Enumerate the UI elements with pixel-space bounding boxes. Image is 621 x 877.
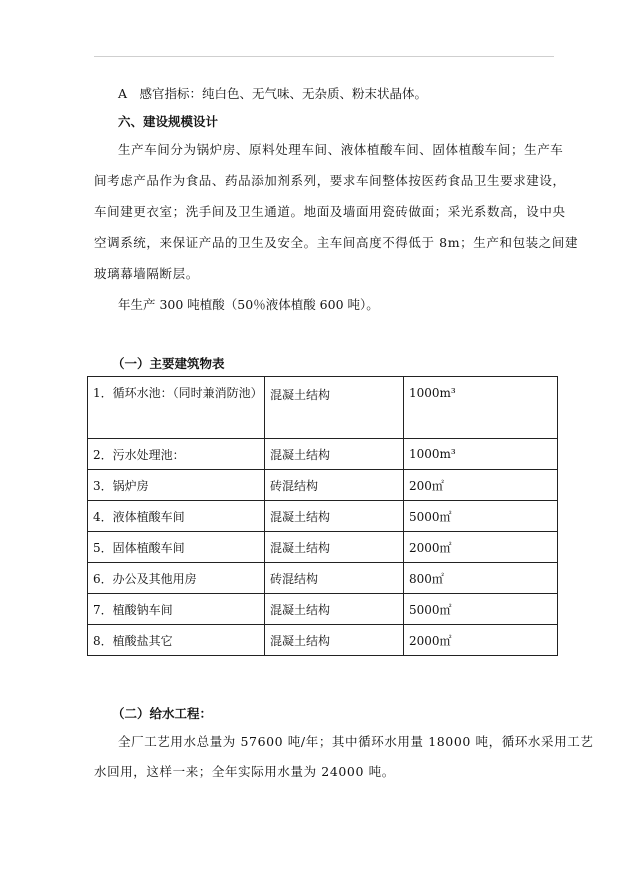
structure-cell: 混凝土结构 [265, 501, 404, 532]
building-name-cell: 7．植酸钠车间 [88, 594, 265, 625]
area-cell: 200㎡ [404, 470, 558, 501]
section-title-construction-scale: 六、建设规模设计 [118, 114, 219, 129]
building-name-cell: 2．污水处理池： [88, 439, 265, 470]
paragraph-line: 车间建更衣室；洗手间及卫生通道。地面及墙面用瓷砖做面；采光系数高，设中央 [94, 204, 566, 219]
paragraph-line: 玻璃幕墙隔断层。 [94, 266, 199, 281]
building-name-cell: 1．循环水池：（同时兼消防池） [88, 377, 265, 439]
table-title: （一）主要建筑物表 [112, 356, 225, 371]
sensory-index-line: A 感官指标：纯白色、无气味、无杂质、粉末状晶体。 [118, 86, 428, 101]
table-row [88, 439, 558, 470]
area-cell: 2000㎡ [404, 532, 558, 563]
structure-cell: 砖混结构 [265, 563, 404, 594]
paragraph-line: 水回用，这样一来；全年实际用水量为 24000 吨。 [94, 764, 395, 779]
table-row [88, 532, 558, 563]
table-row [88, 501, 558, 532]
area-cell: 2000㎡ [404, 625, 558, 656]
paragraph-line: 空调系统，来保证产品的卫生及安全。主车间高度不得低于 8m；生产和包装之间建 [94, 235, 579, 250]
building-name-cell: 8．植酸盐其它 [88, 625, 265, 656]
paragraph-line: 间考虑产品作为食品、药品添加剂系列，要求车间整体按医药食品卫生要求建设， [94, 173, 566, 188]
structure-cell: 混凝土结构 [265, 532, 404, 563]
table-row [88, 625, 558, 656]
building-name-cell: 6．办公及其他用房 [88, 563, 265, 594]
area-cell: 1000m³ [404, 377, 558, 439]
header-rule [94, 56, 554, 57]
building-name-cell: 5．固体植酸车间 [88, 532, 265, 563]
structure-cell: 砖混结构 [265, 470, 404, 501]
table-row [88, 563, 558, 594]
table-row [88, 377, 558, 439]
paragraph-line: 生产车间分为锅炉房、原料处理车间、液体植酸车间、固体植酸车间；生产车 [118, 142, 564, 157]
section-title-water-supply: （二）给水工程： [112, 706, 213, 721]
structure-cell: 混凝土结构 [265, 439, 404, 470]
structure-cell: 混凝土结构 [265, 625, 404, 656]
area-cell: 800㎡ [404, 563, 558, 594]
paragraph-line: 全厂工艺用水总量为 57600 吨/年；其中循环水用量 18000 吨，循环水采用工艺 [118, 734, 594, 749]
structure-cell: 混凝土结构 [265, 594, 404, 625]
building-name-cell: 3．锅炉房 [88, 470, 265, 501]
structure-cell: 混凝土结构 [265, 377, 404, 439]
table-row [88, 594, 558, 625]
area-cell: 5000㎡ [404, 501, 558, 532]
area-cell: 1000m³ [404, 439, 558, 470]
annual-production-line: 年生产 300 吨植酸（50％液体植酸 600 吨）。 [118, 297, 379, 312]
area-cell: 5000㎡ [404, 594, 558, 625]
building-name-cell: 4．液体植酸车间 [88, 501, 265, 532]
buildings-table [87, 376, 558, 656]
table-row [88, 470, 558, 501]
